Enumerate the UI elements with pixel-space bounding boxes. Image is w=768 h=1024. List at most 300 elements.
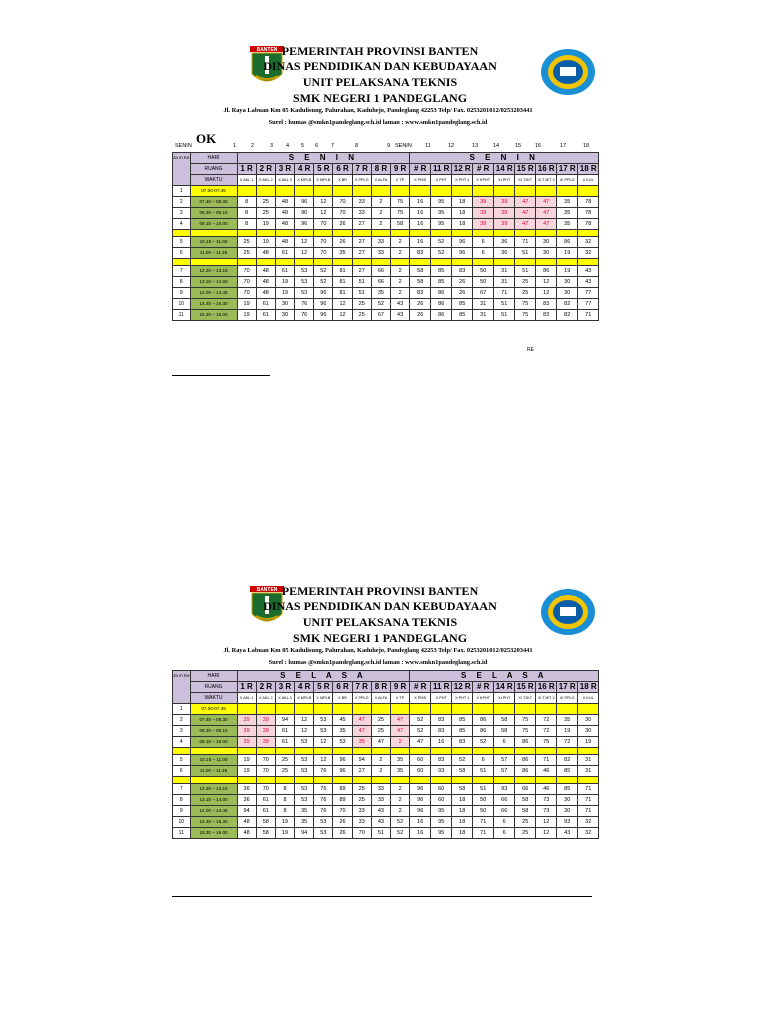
teacher-code: 52 [473, 737, 494, 748]
table-row [173, 266, 599, 277]
time-slot: 07.45 – 08.30 [190, 197, 237, 208]
break-cell [190, 777, 237, 784]
svg-text:BANTEN: BANTEN [256, 47, 278, 53]
teacher-code: 19 [557, 726, 578, 737]
time-slot: 07.00-07.45 [190, 186, 237, 197]
teacher-code: 33 [352, 806, 371, 817]
row-number: 2 [173, 197, 191, 208]
teacher-code: 6 [473, 248, 494, 259]
header-school: SMK NEGERI 1 PANDEGLANG [292, 91, 468, 105]
break-cell [391, 748, 410, 755]
teacher-code: 52 [452, 755, 473, 766]
teacher-code: 47 [352, 726, 371, 737]
teacher-code: 35 [557, 715, 578, 726]
teacher-code: 30 [557, 288, 578, 299]
row-number: 11 [173, 828, 191, 839]
teacher-code: 16 [410, 817, 431, 828]
room-header: # R [473, 164, 494, 175]
teacher-code: 35 [557, 219, 578, 230]
teacher-code: 95 [431, 197, 452, 208]
teacher-code: 2 [371, 755, 390, 766]
teacher-code: 50 [473, 266, 494, 277]
teacher-code: 95 [431, 219, 452, 230]
room-header: 16 R [536, 164, 557, 175]
break-cell [190, 259, 237, 266]
teacher-code: 8 [275, 795, 294, 806]
teacher-code: 83 [452, 737, 473, 748]
break-row [173, 259, 599, 266]
class-name: X BR [333, 175, 352, 186]
teacher-code: 86 [515, 737, 536, 748]
teacher-code: 89 [333, 784, 352, 795]
class-name: X MPLB [314, 175, 333, 186]
column-number: 18 [583, 143, 590, 149]
empty-cell [237, 186, 256, 197]
teacher-code: 30 [578, 715, 599, 726]
teacher-code: 19 [237, 766, 256, 777]
teacher-code: 67 [473, 288, 494, 299]
room-header: 4 R [295, 164, 314, 175]
teacher-code: 71 [578, 784, 599, 795]
teacher-code: 70 [333, 806, 352, 817]
teacher-code: 39 [494, 219, 515, 230]
teacher-code: 66 [371, 266, 390, 277]
time-slot: 10.15 – 11.00 [190, 755, 237, 766]
waktu-label: WAKTU [190, 175, 237, 186]
break-cell [431, 259, 452, 266]
column-number: 3 [270, 143, 274, 149]
teacher-code: 70 [333, 197, 352, 208]
room-header: 1 R [237, 682, 256, 693]
teacher-code: 53 [295, 288, 314, 299]
teacher-code: 52 [431, 237, 452, 248]
teacher-code: 51 [494, 310, 515, 321]
table-row [173, 277, 599, 288]
break-cell [494, 259, 515, 266]
time-slot: 10.15 – 11.00 [190, 237, 237, 248]
teacher-code: 25 [515, 277, 536, 288]
class-name: X PHT 1 [452, 175, 473, 186]
teacher-code: 83 [431, 726, 452, 737]
room-header: # R [410, 164, 431, 175]
teacher-code: 2 [391, 795, 410, 806]
day-heading: S E L A S A [237, 671, 410, 682]
teacher-code: 96 [452, 248, 473, 259]
teacher-code: 70 [333, 208, 352, 219]
footer-note: RE [527, 347, 534, 353]
room-header: 17 R [557, 682, 578, 693]
teacher-code: 53 [333, 737, 352, 748]
teacher-code: 47 [352, 715, 371, 726]
room-header: 8 R [371, 682, 390, 693]
break-cell [473, 230, 494, 237]
teacher-code: 76 [295, 299, 314, 310]
teacher-code: 25 [515, 288, 536, 299]
teacher-code: 27 [352, 266, 371, 277]
teacher-code: 35 [333, 726, 352, 737]
teacher-code: 48 [237, 817, 256, 828]
jam-ke-label: Ja m Ke [173, 153, 191, 186]
teacher-code: 12 [314, 737, 333, 748]
teacher-code: 70 [314, 248, 333, 259]
teacher-code: 39 [494, 197, 515, 208]
table-row [173, 737, 599, 748]
teacher-code: 39 [473, 197, 494, 208]
teacher-code: 35 [295, 817, 314, 828]
teacher-code: 25 [352, 795, 371, 806]
break-cell [314, 259, 333, 266]
teacher-code: 58 [410, 277, 431, 288]
teacher-code: 18 [452, 197, 473, 208]
teacher-code: 58 [515, 795, 536, 806]
empty-cell [314, 704, 333, 715]
teacher-code: 26 [333, 817, 352, 828]
class-name: X ALFA [371, 175, 390, 186]
row-number: 4 [173, 737, 191, 748]
table-row [173, 806, 599, 817]
teacher-code: 57 [494, 766, 515, 777]
room-header: 6 R [333, 682, 352, 693]
room-header: 5 R [314, 682, 333, 693]
empty-cell [536, 704, 557, 715]
teacher-code: 26 [333, 828, 352, 839]
header-unit: UNIT PELAKSANA TEKNIS [302, 615, 458, 629]
day-heading: S E N I N [410, 153, 599, 164]
teacher-code: 60 [431, 784, 452, 795]
break-cell [431, 748, 452, 755]
teacher-code: 66 [371, 277, 390, 288]
teacher-code: 39 [256, 726, 275, 737]
empty-cell [391, 186, 410, 197]
empty-cell [295, 186, 314, 197]
class-name: X KUL [578, 175, 599, 186]
time-slot: 09.15 – 10.00 [190, 737, 237, 748]
teacher-code: 85 [452, 715, 473, 726]
teacher-code: 71 [473, 828, 494, 839]
column-number: 1 [233, 143, 237, 149]
teacher-code: 2 [391, 784, 410, 795]
teacher-code: 61 [256, 806, 275, 817]
teacher-code: 35 [391, 755, 410, 766]
break-cell [295, 777, 314, 784]
class-name: X AKL 3 [275, 693, 294, 704]
teacher-code: 30 [557, 277, 578, 288]
teacher-code: 58 [256, 828, 275, 839]
room-header: 17 R [557, 164, 578, 175]
teacher-code: 71 [473, 817, 494, 828]
teacher-code: 26 [410, 299, 431, 310]
teacher-code: 86 [515, 755, 536, 766]
teacher-code: 43 [371, 806, 390, 817]
empty-cell [473, 704, 494, 715]
empty-cell [494, 704, 515, 715]
teacher-code: 35 [391, 766, 410, 777]
teacher-code: 6 [494, 828, 515, 839]
teacher-code: 48 [275, 237, 294, 248]
break-cell [371, 259, 390, 266]
time-slot: 14.00 – 14.45 [190, 288, 237, 299]
break-cell [515, 230, 536, 237]
teacher-code: 52 [391, 817, 410, 828]
teacher-code: 78 [578, 208, 599, 219]
column-number: 6 [315, 143, 319, 149]
time-slot: 14.45 – 15.30 [190, 817, 237, 828]
time-slot: 14.45 – 15.30 [190, 299, 237, 310]
teacher-code: 12 [295, 248, 314, 259]
column-numbers [175, 143, 595, 151]
teacher-code: 71 [578, 795, 599, 806]
column-number: SENIN [175, 143, 192, 149]
header-contact: Surel : humas @smkn1pandeglang.sch.id laman : www.smkn1pandeglang.sch.id [268, 119, 488, 126]
teacher-code: 96 [410, 806, 431, 817]
teacher-code: 2 [391, 277, 410, 288]
teacher-code: 6 [473, 237, 494, 248]
teacher-code: 19 [275, 817, 294, 828]
room-header: 16 R [536, 682, 557, 693]
time-slot: 15.30 – 16.00 [190, 310, 237, 321]
break-cell [333, 748, 352, 755]
teacher-code: 27 [352, 237, 371, 248]
empty-cell [557, 186, 578, 197]
room-header: 11 R [431, 682, 452, 693]
row-number: 10 [173, 817, 191, 828]
teacher-code: 48 [275, 197, 294, 208]
class-name: X BR [333, 693, 352, 704]
teacher-code: 52 [391, 828, 410, 839]
header-address: Jl. Raya Labuan Km 05 Kadulisung, Palurahan, Kaduhejo, Pandeglang 42253 Telp/ Fax. 0253201012/0253203441 [223, 647, 533, 654]
empty-cell [557, 704, 578, 715]
row-number: 1 [173, 704, 191, 715]
teacher-code: 19 [256, 219, 275, 230]
room-header: 15 R [515, 164, 536, 175]
teacher-code: 83 [431, 755, 452, 766]
break-cell [275, 259, 294, 266]
teacher-code: 33 [371, 784, 390, 795]
teacher-code: 25 [256, 208, 275, 219]
teacher-code: 16 [410, 208, 431, 219]
time-slot: 12.30 – 13.15 [190, 784, 237, 795]
teacher-code: 72 [536, 715, 557, 726]
room-header: 15 R [515, 682, 536, 693]
break-cell [173, 748, 191, 755]
teacher-code: 35 [295, 806, 314, 817]
break-row [173, 230, 599, 237]
room-header: 3 R [275, 682, 294, 693]
teacher-code: 16 [410, 237, 431, 248]
teacher-code: 75 [391, 197, 410, 208]
teacher-code: 12 [536, 288, 557, 299]
empty-cell [431, 704, 452, 715]
class-name: XI TJKT [515, 175, 536, 186]
break-cell [256, 230, 275, 237]
teacher-code: 60 [410, 755, 431, 766]
teacher-code: 85 [452, 310, 473, 321]
teacher-code: 35 [352, 737, 371, 748]
empty-cell [256, 186, 275, 197]
empty-cell [333, 186, 352, 197]
teacher-code: 30 [536, 237, 557, 248]
teacher-code: 36 [494, 237, 515, 248]
room-header: 14 R [494, 682, 515, 693]
teacher-code: 2 [371, 766, 390, 777]
teacher-code: 25 [352, 299, 371, 310]
break-cell [515, 777, 536, 784]
teacher-code: 18 [452, 208, 473, 219]
teacher-code: 83 [410, 248, 431, 259]
teacher-code: 48 [256, 288, 275, 299]
teacher-code: 39 [237, 715, 256, 726]
teacher-code: 36 [237, 795, 256, 806]
teacher-code: 94 [275, 715, 294, 726]
teacher-code: 76 [295, 310, 314, 321]
teacher-code: 12 [536, 277, 557, 288]
school-emblem-icon [540, 588, 596, 636]
teacher-code: 2 [371, 197, 390, 208]
room-header: 7 R [352, 164, 371, 175]
class-name: X MPLB [314, 693, 333, 704]
break-cell [314, 777, 333, 784]
teacher-code: 94 [237, 806, 256, 817]
teacher-code: 53 [295, 766, 314, 777]
teacher-code: 48 [256, 266, 275, 277]
teacher-code: 19 [237, 755, 256, 766]
teacher-code: 12 [295, 237, 314, 248]
room-header: # R [473, 682, 494, 693]
row-number: 7 [173, 266, 191, 277]
row-number: 3 [173, 208, 191, 219]
teacher-code: 48 [256, 248, 275, 259]
teacher-code: 35 [333, 248, 352, 259]
time-slot: 12.30 – 13.15 [190, 266, 237, 277]
break-cell [333, 259, 352, 266]
teacher-code: 39 [256, 715, 275, 726]
teacher-code: 53 [314, 817, 333, 828]
teacher-code: 26 [452, 288, 473, 299]
teacher-code: 76 [314, 795, 333, 806]
break-cell [371, 230, 390, 237]
column-number: 17 [560, 143, 567, 149]
teacher-code: 16 [410, 828, 431, 839]
teacher-code: 50 [473, 806, 494, 817]
teacher-code: 57 [494, 755, 515, 766]
teacher-code: 52 [314, 266, 333, 277]
teacher-code: 36 [494, 248, 515, 259]
row-number: 8 [173, 795, 191, 806]
teacher-code: 53 [295, 737, 314, 748]
empty-cell [578, 186, 599, 197]
teacher-code: 52 [410, 726, 431, 737]
break-cell [237, 777, 256, 784]
teacher-code: 96 [314, 288, 333, 299]
empty-cell [275, 186, 294, 197]
teacher-code: 53 [295, 755, 314, 766]
column-number: 9 [387, 143, 391, 149]
break-cell [557, 748, 578, 755]
teacher-code: 43 [557, 828, 578, 839]
break-cell [515, 259, 536, 266]
row-number: 11 [173, 310, 191, 321]
room-header: # R [410, 682, 431, 693]
teacher-code: 86 [431, 288, 452, 299]
row-number: 5 [173, 755, 191, 766]
break-cell [536, 230, 557, 237]
time-slot: 14.00 – 14.45 [190, 806, 237, 817]
teacher-code: 33 [352, 197, 371, 208]
teacher-code: 25 [515, 817, 536, 828]
teacher-code: 52 [410, 715, 431, 726]
time-slot: 09.15 – 10.00 [190, 219, 237, 230]
teacher-code: 2 [391, 806, 410, 817]
teacher-code: 51 [352, 288, 371, 299]
teacher-code: 39 [473, 208, 494, 219]
time-slot: 07.00-07.45 [190, 704, 237, 715]
teacher-code: 58 [410, 266, 431, 277]
break-cell [352, 259, 371, 266]
teacher-code: 83 [536, 310, 557, 321]
teacher-code: 81 [333, 266, 352, 277]
teacher-code: 27 [352, 766, 371, 777]
teacher-code: 83 [431, 715, 452, 726]
time-slot: 07.45 – 08.30 [190, 715, 237, 726]
break-cell [494, 748, 515, 755]
teacher-code: 66 [494, 795, 515, 806]
time-slot: 08.30 – 09.15 [190, 208, 237, 219]
time-slot: 13.15 – 14.00 [190, 795, 237, 806]
teacher-code: 2 [391, 237, 410, 248]
break-cell [473, 777, 494, 784]
empty-cell [237, 704, 256, 715]
teacher-code: 12 [333, 310, 352, 321]
break-cell [173, 777, 191, 784]
teacher-code: 48 [256, 277, 275, 288]
break-cell [295, 259, 314, 266]
class-name: X ALFA [371, 693, 390, 704]
teacher-code: 2 [391, 266, 410, 277]
column-number: 11 [425, 143, 431, 149]
break-cell [515, 748, 536, 755]
teacher-code: 75 [515, 726, 536, 737]
teacher-code: 82 [557, 310, 578, 321]
break-cell [431, 230, 452, 237]
teacher-code: 12 [314, 755, 333, 766]
teacher-code: 2 [391, 288, 410, 299]
teacher-code: 19 [275, 828, 294, 839]
teacher-code: 51 [371, 828, 390, 839]
teacher-code: 96 [295, 219, 314, 230]
teacher-code: 96 [333, 766, 352, 777]
table-row [173, 715, 599, 726]
table-row [173, 766, 599, 777]
teacher-code: 89 [333, 795, 352, 806]
teacher-code: 8 [237, 208, 256, 219]
teacher-code: 46 [536, 784, 557, 795]
room-header: 9 R [391, 164, 410, 175]
row-number: 7 [173, 784, 191, 795]
time-slot: 11.00 – 11.45 [190, 766, 237, 777]
teacher-code: 31 [473, 299, 494, 310]
teacher-code: 70 [314, 219, 333, 230]
teacher-code: 39 [494, 208, 515, 219]
teacher-code: 25 [371, 715, 390, 726]
teacher-code: 94 [352, 755, 371, 766]
teacher-code: 96 [410, 784, 431, 795]
empty-cell [515, 704, 536, 715]
row-number: 9 [173, 806, 191, 817]
teacher-code: 47 [391, 715, 410, 726]
room-header: 9 R [391, 682, 410, 693]
empty-cell [314, 186, 333, 197]
teacher-code: 78 [578, 219, 599, 230]
